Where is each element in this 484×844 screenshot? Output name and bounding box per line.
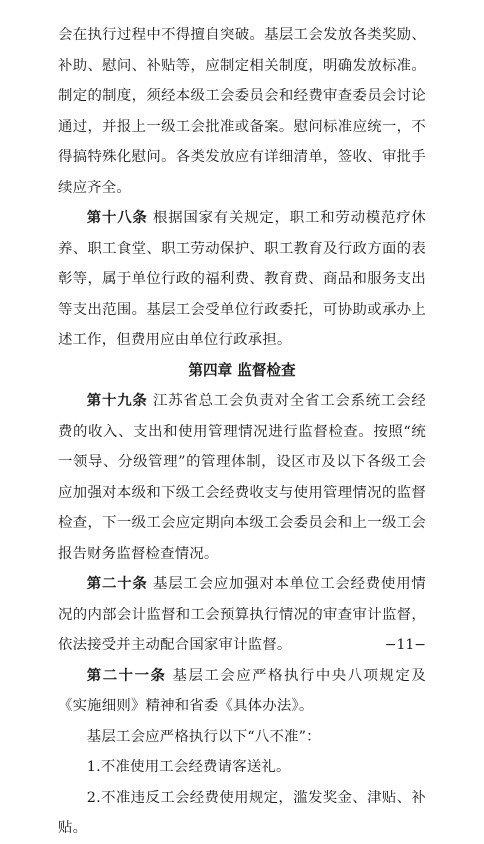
chapter-title: 第四章 监督检查	[188, 361, 296, 379]
article-19-heading: 第十九条	[86, 393, 148, 409]
article-19	[58, 386, 426, 569]
article-18	[58, 203, 426, 356]
article-21	[58, 661, 426, 722]
article-20-body: 基层工会应加强对本单位工会经费使用情况的内部会计监督和工会预算执行情况的审查审计监督，依法接受并主动配合国家审计监督。	[58, 576, 426, 653]
article-18-heading: 第十八条	[86, 210, 148, 226]
article-21-body: 基层工会应严格执行中央八项规定及《实施细则》精神和省委《具体办法》。	[58, 667, 426, 714]
article-18-body: 根据国家有关规定，职工和劳动模范疗休养、职工食堂、职工劳动保护、职工教育及行政方面的表彰等，属于单位行政的福利费、教育费、商品和服务支出等支出范围。基层工会受单位行政委托，可协助或承办上述工作，但费用应由单位行政承担。	[58, 210, 426, 348]
rule-item-1: 1.不准使用工会经费请客送礼。	[86, 759, 291, 775]
rule-item-2: 2.不准违反工会经费使用规定，滥发奖金、津贴、补贴。	[58, 789, 426, 836]
page-number: −11−	[384, 637, 426, 653]
article-20	[58, 569, 426, 661]
opening-paragraph: 会在执行过程中不得擅自突破。基层工会发放各类奖励、补助、慰问、补贴等，应制定相关制度，明确发放标准。制定的制度，须经本级工会委员会和经费审查委员会讨论通过，并报上一级工会批准或备案。慰问标准应统一，不得搞特殊化慰问。各类发放应有详细清单，签收、审批手续应齐全。	[58, 27, 426, 196]
article-21-heading: 第二十一条	[86, 667, 167, 684]
rule-intro: 基层工会应严格执行以下“八不准”：	[86, 728, 321, 745]
article-20-heading: 第二十条	[86, 576, 148, 592]
article-19-body: 江苏省总工会负责对全省工会系统工会经费的收入、支出和使用管理情况进行监督检查。按照“统一领导、分级管理”的管理体制，设区市及以下各级工会应加强对本级和下级工会经费收支与使用管理情况的监督检查，下一级工会应定期向本级工会委员会和上一级工会报告财务监督检查情况。	[58, 393, 426, 562]
